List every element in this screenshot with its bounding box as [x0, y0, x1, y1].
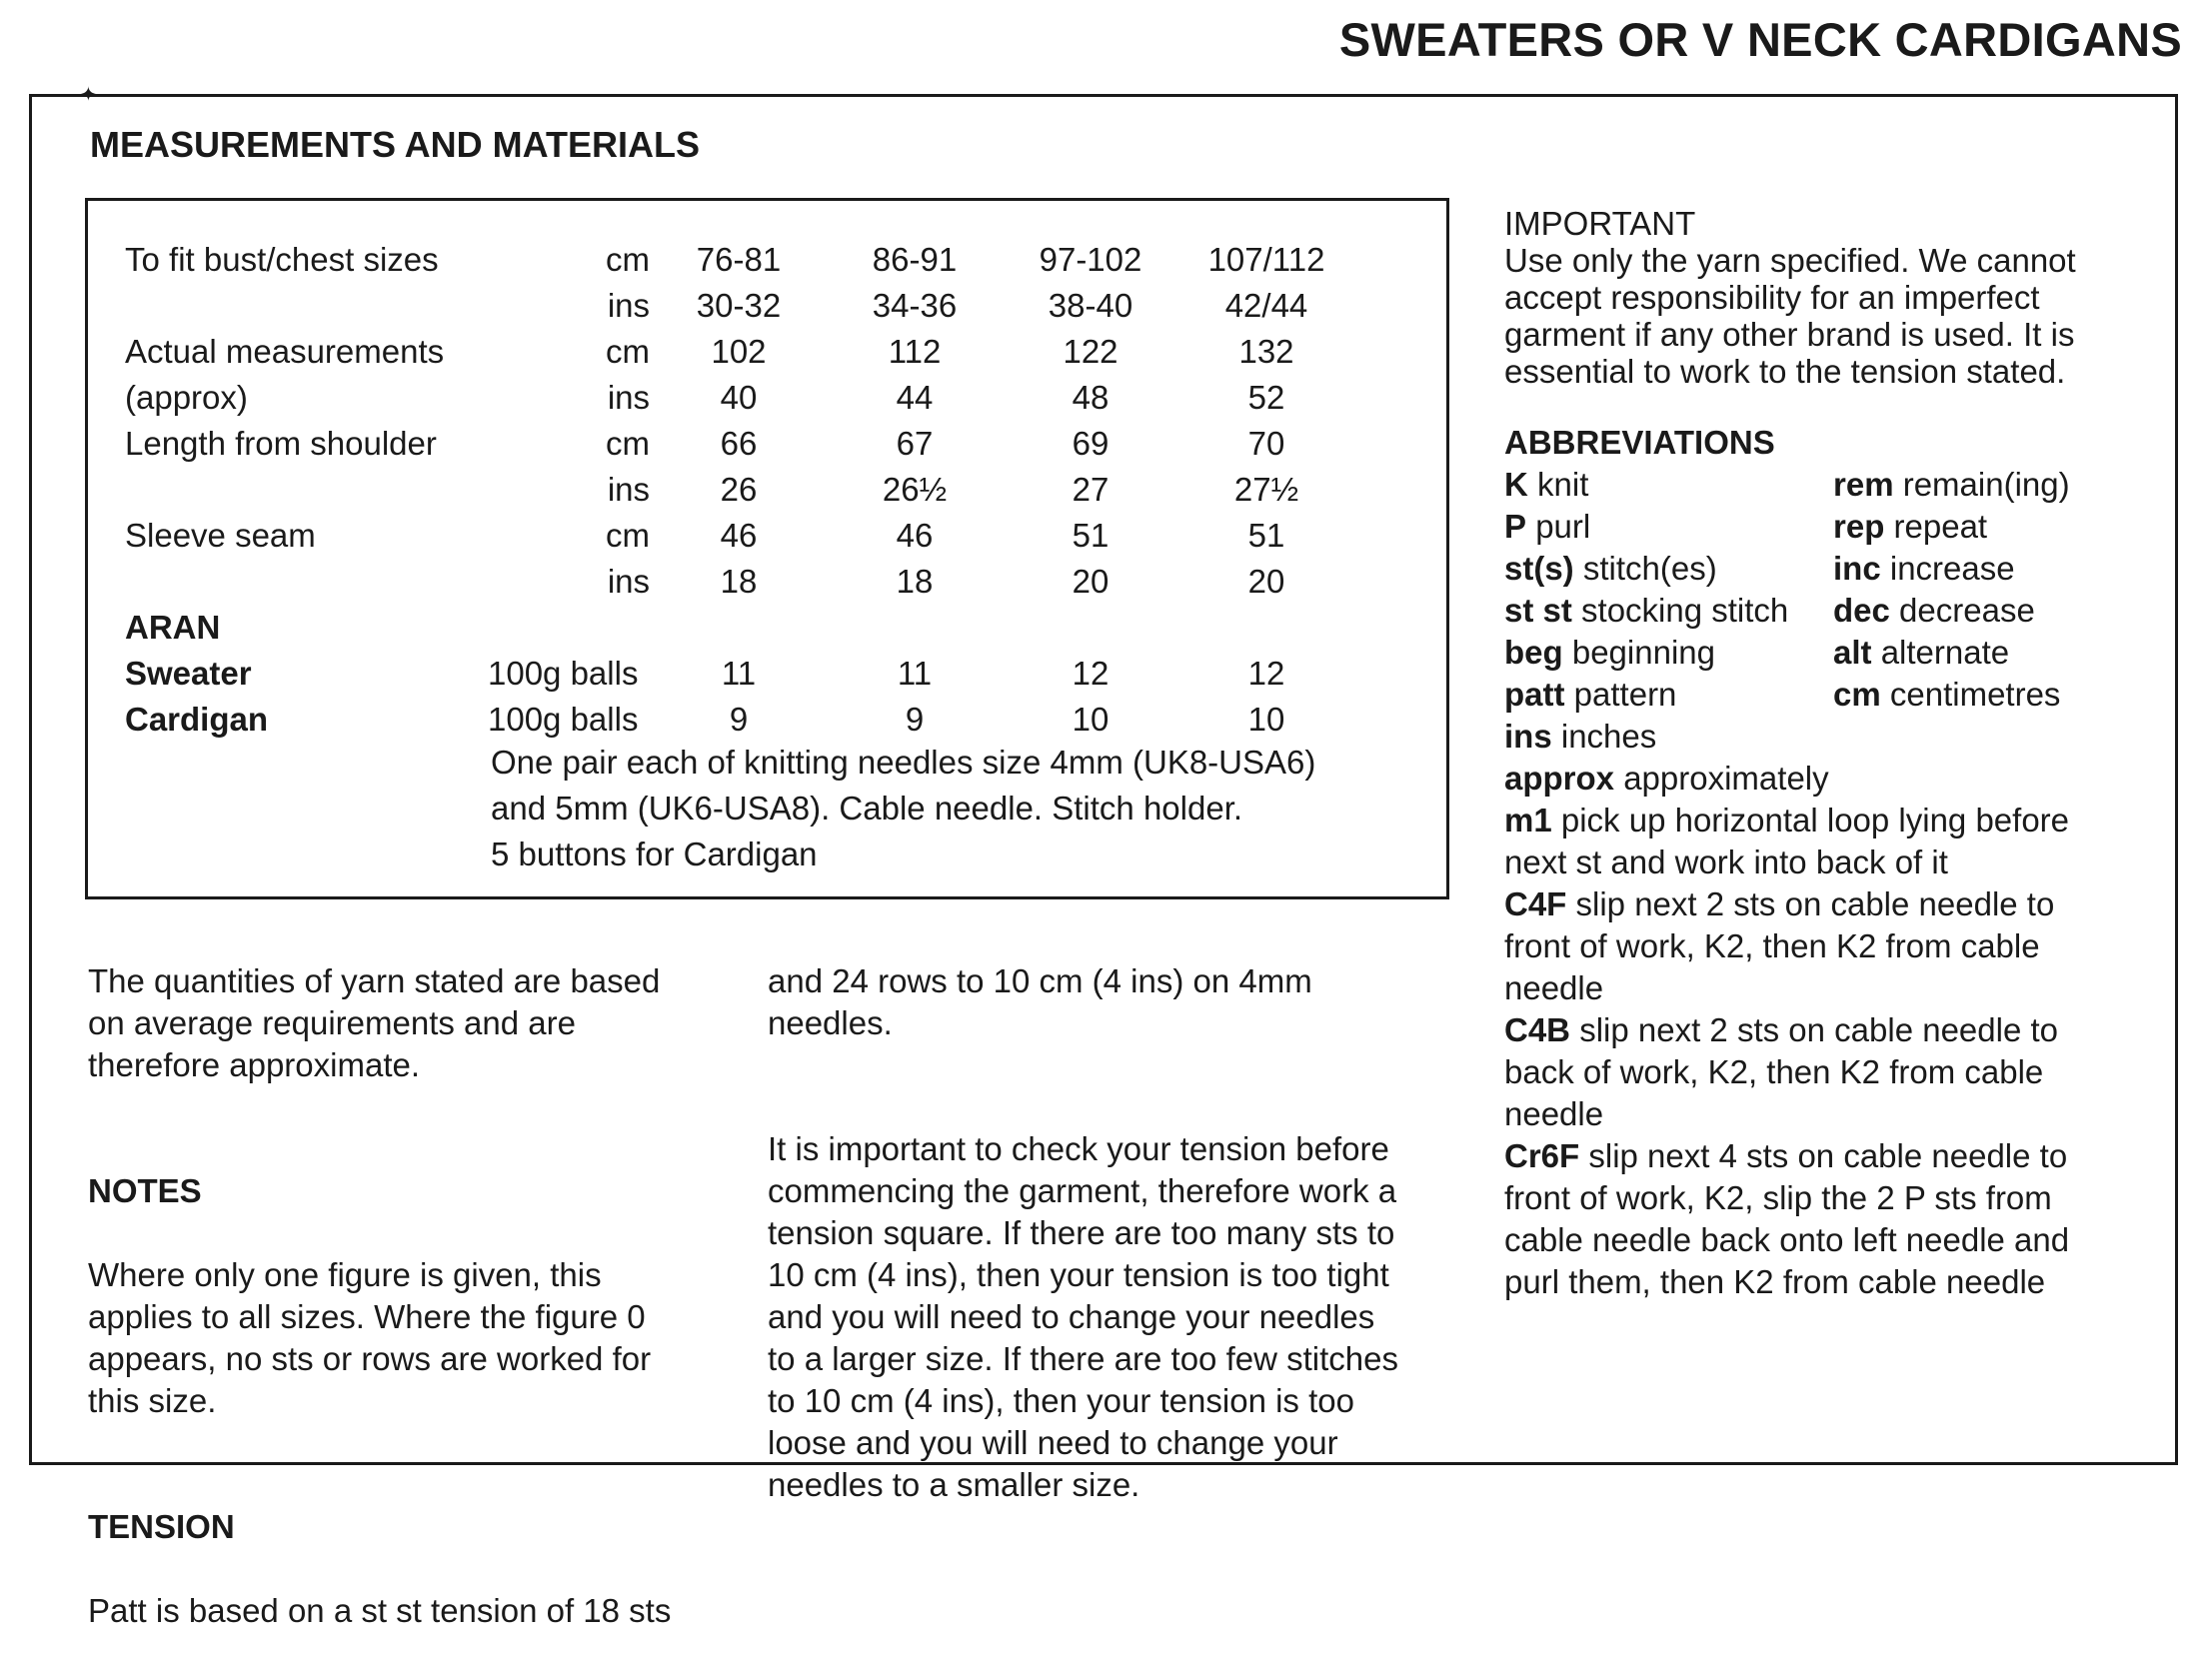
left-column — [88, 918, 671, 1674]
abbreviation-entry — [1833, 464, 2164, 506]
size-value: 67 — [896, 425, 934, 462]
printing-speck: ✦ — [80, 84, 97, 106]
size-value: 44 — [896, 379, 934, 416]
abbreviation-entry — [1833, 674, 2164, 716]
size-value: 34-36 — [872, 287, 958, 324]
size-value: 112 — [888, 333, 942, 370]
row-unit: ins — [607, 471, 650, 508]
size-value: 48 — [1072, 379, 1109, 416]
row-unit: cm — [606, 241, 650, 278]
abbreviation-key: rep — [1833, 508, 1885, 545]
abbreviation-key: cm — [1833, 676, 1881, 713]
row-unit: ins — [607, 563, 650, 600]
size-value: 107/112 — [1207, 241, 1325, 278]
yarn-value: 11 — [721, 655, 757, 692]
row-label: Actual measurements — [125, 333, 445, 370]
abbreviation-definition: remain(ing) — [1902, 466, 2070, 503]
abbreviation-definition: increase — [1889, 550, 2015, 587]
abbreviation-key: P — [1504, 508, 1527, 545]
size-value: 51 — [1072, 517, 1109, 554]
yarn-unit: 100g balls — [488, 701, 639, 738]
size-value: 52 — [1247, 379, 1285, 416]
abbreviation-key: C4F — [1504, 885, 1567, 922]
yarn-unit: 100g balls — [488, 655, 639, 692]
abbreviation-definition: alternate — [1880, 634, 2010, 671]
abbreviation-definition: pick up horizontal loop lying before next st and work into back of it — [1504, 802, 2070, 880]
abbreviation-definition: decrease — [1899, 592, 2035, 629]
size-value: 51 — [1247, 517, 1285, 554]
size-value: 97-102 — [1039, 241, 1142, 278]
important-heading: IMPORTANT — [1504, 205, 1696, 242]
abbreviation-entry — [1833, 590, 2164, 632]
abbreviation-entry — [1504, 758, 2164, 800]
table-row — [125, 513, 1354, 559]
row-unit: ins — [607, 379, 650, 416]
abbreviation-key: approx — [1504, 760, 1615, 797]
abbreviation-entry — [1504, 506, 1833, 548]
abbreviation-entry — [1833, 548, 2164, 590]
table-row — [125, 283, 1354, 329]
abbreviation-entry — [1504, 883, 2164, 1009]
yarn-value: 12 — [1247, 655, 1285, 692]
abbreviation-definition: slip next 2 sts on cable needle to front of work, K2, then K2 from cable needle — [1504, 885, 2055, 1006]
abbreviations-heading: ABBREVIATIONS — [1504, 424, 1775, 461]
size-value: 70 — [1247, 425, 1285, 462]
yarn-heading-row — [125, 605, 1354, 651]
quantities-text: The quantities of yarn stated are based on average requirements and are therefore approximate. — [88, 962, 661, 1083]
abbreviation-definition: approximately — [1623, 760, 1829, 797]
size-value: 46 — [896, 517, 934, 554]
yarn-value: 9 — [729, 701, 749, 738]
abbreviation-key: C4B — [1504, 1011, 1571, 1048]
abbreviation-definition: stocking stitch — [1581, 592, 1789, 629]
size-value: 132 — [1238, 333, 1294, 370]
abbreviation-definition: beginning — [1571, 634, 1715, 671]
abbreviations-grid — [1504, 464, 2164, 716]
size-value: 26½ — [882, 471, 948, 508]
abbreviation-key: dec — [1833, 592, 1890, 629]
size-value: 102 — [711, 333, 767, 370]
abbreviation-key: K — [1504, 466, 1528, 503]
abbreviation-definition: centimetres — [1889, 676, 2061, 713]
important-text: Use only the yarn specified. We cannot accept responsibility for an imperfect garment if any other brand is used. It is essential to work to the tension stated. — [1504, 242, 2076, 390]
abbreviation-key: Cr6F — [1504, 1137, 1580, 1174]
row-label — [125, 283, 490, 329]
abbreviation-definition: knit — [1537, 466, 1589, 503]
size-value: 26 — [720, 471, 758, 508]
yarn-heading: ARAN — [125, 609, 221, 646]
needles-text: One pair each of knitting needles size 4mm (UK8-USA6) and 5mm (UK6-USA8). Cable needle. Stitch holder. 5 buttons for Cardigan — [491, 744, 1316, 872]
size-value: 86-91 — [872, 241, 958, 278]
size-value: 76-81 — [696, 241, 782, 278]
size-value: 30-32 — [696, 287, 782, 324]
notes-text: Where only one figure is given, this applies to all sizes. Where the figure 0 appears, no sts or rows are worked for this size. — [88, 1256, 652, 1419]
row-label: (approx) — [125, 379, 248, 416]
table-row — [125, 237, 1354, 283]
size-value: 69 — [1072, 425, 1109, 462]
abbreviation-entry — [1504, 716, 2164, 758]
size-value: 20 — [1247, 563, 1285, 600]
table-row — [125, 559, 1354, 605]
abbreviation-entry — [1504, 1135, 2164, 1303]
abbreviation-entry — [1833, 506, 2164, 548]
middle-column — [768, 918, 1398, 1548]
yarn-value: 10 — [1072, 701, 1109, 738]
row-label — [125, 559, 490, 605]
size-value: 66 — [720, 425, 758, 462]
abbreviation-entry — [1504, 674, 1833, 716]
abbreviation-key: patt — [1504, 676, 1565, 713]
tension-heading: TENSION — [88, 1508, 235, 1545]
size-value: 40 — [720, 379, 758, 416]
abbreviation-key: alt — [1833, 634, 1872, 671]
row-label: To fit bust/chest sizes — [125, 241, 439, 278]
abbreviation-entry — [1504, 464, 1833, 506]
size-value: 18 — [720, 563, 758, 600]
abbreviation-key: st st — [1504, 592, 1572, 629]
yarn-label: Sweater — [125, 655, 252, 692]
yarn-value: 10 — [1247, 701, 1285, 738]
abbreviation-definition: stitch(es) — [1582, 550, 1717, 587]
abbreviation-entry — [1504, 1009, 2164, 1135]
size-value: 27½ — [1233, 471, 1299, 508]
row-label: Length from shoulder — [125, 425, 437, 462]
tension-continued-text: and 24 rows to 10 cm (4 ins) on 4mm needles. — [768, 962, 1312, 1041]
table-row — [125, 467, 1354, 513]
abbreviation-definition: inches — [1560, 718, 1657, 755]
table-row — [125, 421, 1354, 467]
size-value: 42/44 — [1224, 287, 1308, 324]
section-heading: MEASUREMENTS AND MATERIALS — [90, 124, 700, 165]
right-column — [1504, 205, 2164, 1303]
abbreviation-entry — [1504, 548, 1833, 590]
yarn-value: 11 — [897, 655, 933, 692]
abbreviation-entry — [1504, 632, 1833, 674]
abbreviation-key: inc — [1833, 550, 1881, 587]
page-title: SWEATERS OR V NECK CARDIGANS — [1338, 13, 2182, 66]
yarn-row — [125, 651, 1354, 697]
size-value: 122 — [1063, 333, 1118, 370]
size-value: 38-40 — [1048, 287, 1133, 324]
abbreviation-key: ins — [1504, 718, 1552, 755]
table-row — [125, 329, 1354, 375]
abbreviation-key: m1 — [1504, 802, 1552, 838]
yarn-row — [125, 697, 1354, 743]
abbreviation-key: st(s) — [1504, 550, 1574, 587]
table-row — [125, 375, 1354, 421]
row-unit: ins — [607, 287, 650, 324]
measurements-table — [125, 237, 1354, 743]
tension-check-text: It is important to check your tension before commencing the garment, therefore work a tension square. If there are too many sts to 10 cm (4 ins), then your tension is too tight and you will need to change your needles to a larger size. If there are too few stitches to 10 cm (4 ins), then your tension is too loose and you will need to change your needles to a smaller size. — [768, 1130, 1398, 1503]
yarn-label: Cardigan — [125, 701, 269, 738]
notes-heading: NOTES — [88, 1172, 202, 1209]
size-value: 27 — [1072, 471, 1109, 508]
tension-text: Patt is based on a st st tension of 18 sts — [88, 1592, 672, 1629]
abbreviation-definition: slip next 2 sts on cable needle to back of work, K2, then K2 from cable needle — [1504, 1011, 2059, 1132]
yarn-value: 9 — [905, 701, 925, 738]
size-value: 20 — [1072, 563, 1109, 600]
abbreviation-definition: repeat — [1893, 508, 1988, 545]
row-unit: cm — [606, 425, 650, 462]
abbreviation-entry — [1504, 800, 2164, 883]
abbreviations-list — [1504, 716, 2164, 1303]
abbreviation-definition: slip next 4 sts on cable needle to front of work, K2, slip the 2 P sts from cable needle back onto left needle and purl them, then K2 from cable needle — [1504, 1137, 2070, 1300]
row-label: Sleeve seam — [125, 517, 316, 554]
abbreviation-key: beg — [1504, 634, 1563, 671]
row-unit: cm — [606, 517, 650, 554]
abbreviation-definition: purl — [1535, 508, 1591, 545]
row-label — [125, 467, 490, 513]
abbreviation-key: rem — [1833, 466, 1894, 503]
size-value: 46 — [720, 517, 758, 554]
abbreviation-entry — [1504, 590, 1833, 632]
abbreviation-entry — [1833, 632, 2164, 674]
size-value: 18 — [896, 563, 934, 600]
yarn-value: 12 — [1072, 655, 1109, 692]
row-unit: cm — [606, 333, 650, 370]
abbreviation-definition: pattern — [1573, 676, 1677, 713]
